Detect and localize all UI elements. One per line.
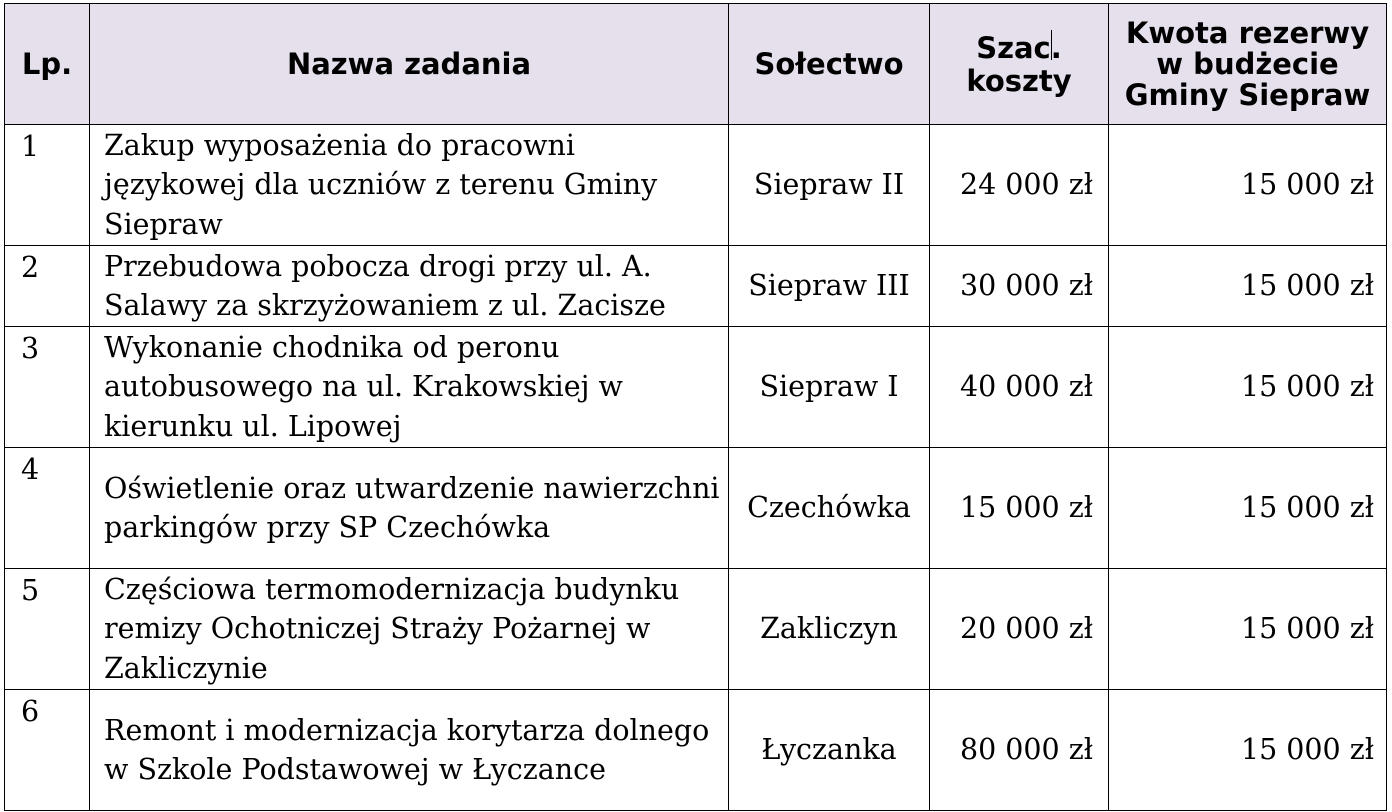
header-solectwo: Sołectwo [729,4,930,125]
cell-task-name: Zakup wyposażenia do pracowni językowej dla uczniów z terenu Gminy Siepraw [90,125,729,246]
tasks-table [4,3,1387,811]
cell-solectwo: Siepraw II [729,125,930,246]
table-row [5,448,1387,569]
cell-estimated-cost: 30 000 zł [930,246,1109,327]
header-estimated-cost-dot: . [1050,31,1062,65]
header-estimated-cost-part1: Szac [976,31,1051,65]
table-row [5,690,1387,811]
cell-estimated-cost: 20 000 zł [930,569,1109,690]
cell-estimated-cost: 80 000 zł [930,690,1109,811]
cell-lp: 1 [5,125,90,246]
cell-estimated-cost: 40 000 zł [930,327,1109,448]
cell-task-name: Wykonanie chodnika od peronu autobusowego na ul. Krakowskiej w kierunku ul. Lipowej [90,327,729,448]
cell-task-name: Remont i modernizacja korytarza dolnego w Szkole Podstawowej w Łyczance [90,690,729,811]
cell-lp: 4 [5,448,90,569]
table-row [5,125,1387,246]
table-header-row [5,4,1387,125]
cell-solectwo: Zakliczyn [729,569,930,690]
cell-reserve-amount: 15 000 zł [1109,690,1387,811]
cell-reserve-amount: 15 000 zł [1109,448,1387,569]
header-task-name: Nazwa zadania [90,4,729,125]
table-row [5,569,1387,690]
cell-solectwo: Czechówka [729,448,930,569]
cell-solectwo: Łyczanka [729,690,930,811]
cell-lp: 6 [5,690,90,811]
cell-solectwo: Siepraw I [729,327,930,448]
cell-lp: 3 [5,327,90,448]
cell-lp: 5 [5,569,90,690]
cell-task-name: Przebudowa pobocza drogi przy ul. A. Salawy za skrzyżowaniem z ul. Zacisze [90,246,729,327]
cell-reserve-amount: 15 000 zł [1109,327,1387,448]
header-lp: Lp. [5,4,90,125]
cell-reserve-amount: 15 000 zł [1109,569,1387,690]
table-row [5,246,1387,327]
cell-reserve-amount: 15 000 zł [1109,125,1387,246]
cell-reserve-amount: 15 000 zł [1109,246,1387,327]
header-estimated-cost [930,4,1109,125]
cell-estimated-cost: 15 000 zł [930,448,1109,569]
cell-lp: 2 [5,246,90,327]
cell-estimated-cost: 24 000 zł [930,125,1109,246]
table-row [5,327,1387,448]
cell-task-name: Częściowa termomodernizacja budynku remizy Ochotniczej Straży Pożarnej w Zakliczynie [90,569,729,690]
cell-solectwo: Siepraw III [729,246,930,327]
header-estimated-cost-part2: koszty [966,64,1072,98]
header-reserve-amount: Kwota rezerwy w budżecie Gminy Siepraw [1109,4,1387,125]
cell-task-name: Oświetlenie oraz utwardzenie nawierzchni parkingów przy SP Czechówka [90,448,729,569]
